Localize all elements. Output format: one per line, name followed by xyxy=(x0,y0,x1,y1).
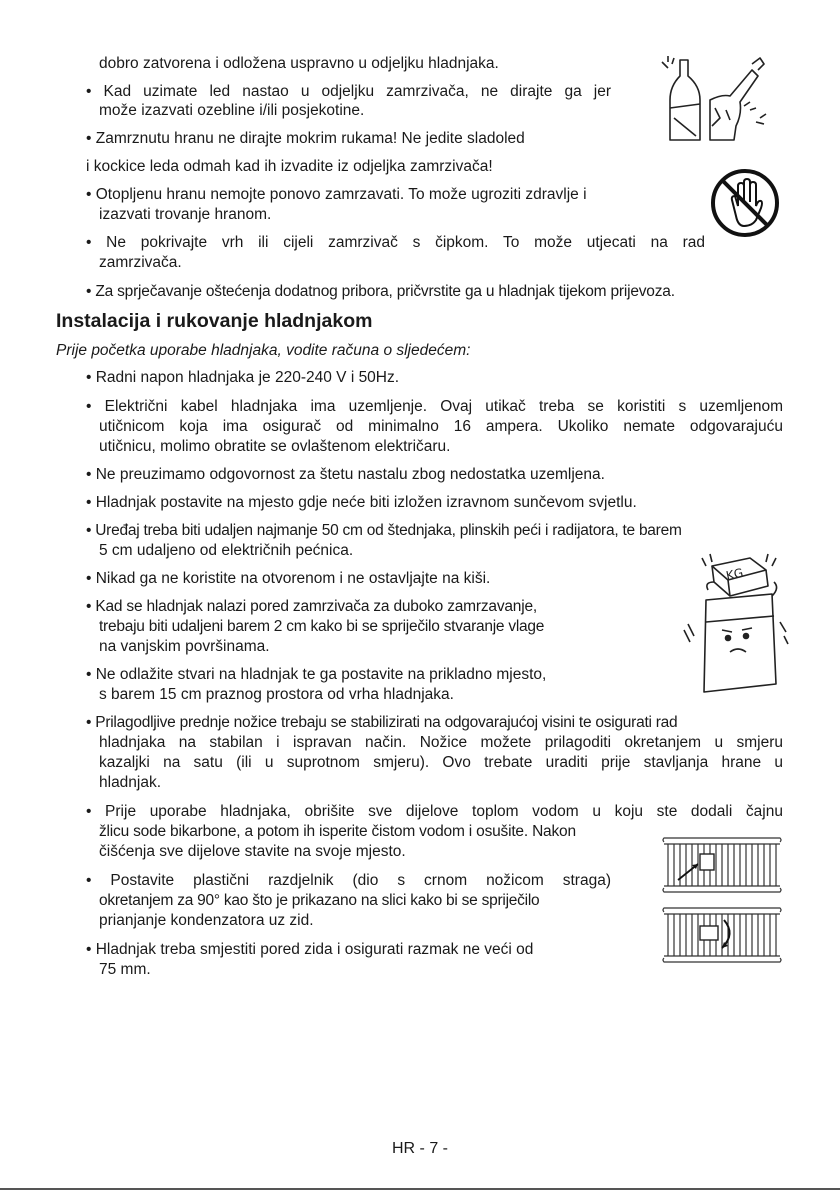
text-line: s barem 15 cm praznog prostora od vrha hladnjaka. xyxy=(99,686,454,703)
overloaded-fridge-illustration xyxy=(680,552,790,694)
section-heading: Instalacija i rukovanje hladnjakom xyxy=(56,310,373,332)
text-line: čišćenja sve dijelove stavite na svoje mjesto. xyxy=(99,843,406,860)
text-line: • Radni napon hladnjaka je 220-240 V i 50Hz. xyxy=(86,369,400,386)
text-line: na vanjskim površinama. xyxy=(99,638,270,655)
text-line: • Otopljenu hranu nemojte ponovo zamrzavati. To može ugroziti zdravlje i xyxy=(86,186,587,203)
condenser-spacer-illustration-2 xyxy=(660,906,784,964)
condenser-spacer-illustration-1 xyxy=(660,836,784,894)
page-number: HR - 7 - xyxy=(392,1140,448,1157)
text-line: • Ne odlažite stvari na hladnjak te ga postavite na prikladno mjesto, xyxy=(86,666,547,683)
text-line: zamrzivača. xyxy=(99,254,182,271)
text-line: prianjanje kondenzatora uz zid. xyxy=(99,912,314,929)
text-line: kazaljki na satu (ili u suprotnom smjeru). Ovo trebate uraditi prije stavljanja hrane u xyxy=(99,754,783,771)
text-line: hladnjak. xyxy=(99,774,162,791)
prohibition-hand-icon xyxy=(708,166,782,240)
section-intro: Prije početka uporabe hladnjaka, vodite računa o sljedećem: xyxy=(56,342,471,359)
text-line: okretanjem za 90° kao što je prikazano na slici kako bi se spriječilo xyxy=(99,892,540,909)
text-line: • Nikad ga ne koristite na otvorenom i ne ostavljajte na kiši. xyxy=(86,570,491,587)
text-line: izazvati trovanje hranom. xyxy=(99,206,272,223)
text-line: • Prije uporabe hladnjaka, obrišite sve dijelove toplom vodom u koju ste dodali čajnu xyxy=(86,803,783,820)
text-line: • Za sprječavanje oštećenja dodatnog pribora, pričvrstite ga u hladnjak tijekom prijevoza. xyxy=(86,283,675,300)
text-line: • Hladnjak postavite na mjesto gdje neće biti izložen izravnom sunčevom svjetlu. xyxy=(86,494,637,511)
bottom-rule xyxy=(0,1188,840,1190)
text-line: • Električni kabel hladnjaka ima uzemljenje. Ovaj utikač treba se koristiti s uzemljenom xyxy=(86,398,783,415)
text-line: • Postavite plastični razdjelnik (dio s crnom nožicom straga) xyxy=(86,872,611,889)
text-line: trebaju biti udaljeni barem 2 cm kako bi se spriječilo stvaranje vlage xyxy=(99,618,545,635)
text-line: • Ne preuzimamo odgovornost za štetu nastalu zbog nedostatka uzemljena. xyxy=(86,466,605,483)
broken-bottles-illustration xyxy=(660,48,780,148)
text-line: • Hladnjak treba smjestiti pored zida i osigurati razmak ne veći od xyxy=(86,941,534,958)
text-line: • Kad uzimate led nastao u odjeljku zamrzivača, ne dirajte ga jer xyxy=(86,83,611,100)
text-line: 75 mm. xyxy=(99,961,151,978)
text-line: hladnjaka na stabilan i ispravan način. Nožice možete prilagoditi okretanjem u smjeru xyxy=(99,734,783,751)
text-line: i kockice leda odmah kad ih izvadite iz odjeljka zamrzivača! xyxy=(86,158,493,175)
text-line: utičnicom koja ima osigurač od minimalno 16 ampera. Ukoliko nemate odgovarajuću xyxy=(99,418,783,435)
text-line: može izazvati ozebline i/ili posjekotine. xyxy=(99,102,365,119)
text-line: • Prilagodljive prednje nožice trebaju se stabilizirati na odgovarajućoj visini te osigurati rad xyxy=(86,714,678,731)
text-line: 5 cm udaljeno od električnih pećnica. xyxy=(99,542,354,559)
text-line: utičnicu, molimo obratite se ovlaštenom električaru. xyxy=(99,438,451,455)
text-line: dobro zatvorena i odložena uspravno u odjeljku hladnjaka. xyxy=(99,55,499,72)
text-line: • Ne pokrivajte vrh ili cijeli zamrzivač s čipkom. To može utjecati na rad xyxy=(86,234,705,251)
kg-label: KG xyxy=(724,565,745,583)
text-line: žlicu sode bikarbone, a potom ih isperite čistom vodom i osušite. Nakon xyxy=(99,823,576,840)
text-line: • Zamrznutu hranu ne dirajte mokrim rukama! Ne jedite sladoled xyxy=(86,130,525,147)
text-line: • Kad se hladnjak nalazi pored zamrzivača za duboko zamrzavanje, xyxy=(86,598,537,615)
text-line: • Uređaj treba biti udaljen najmanje 50 cm od štednjaka, plinskih peći i radijatora, te barem xyxy=(86,522,682,539)
